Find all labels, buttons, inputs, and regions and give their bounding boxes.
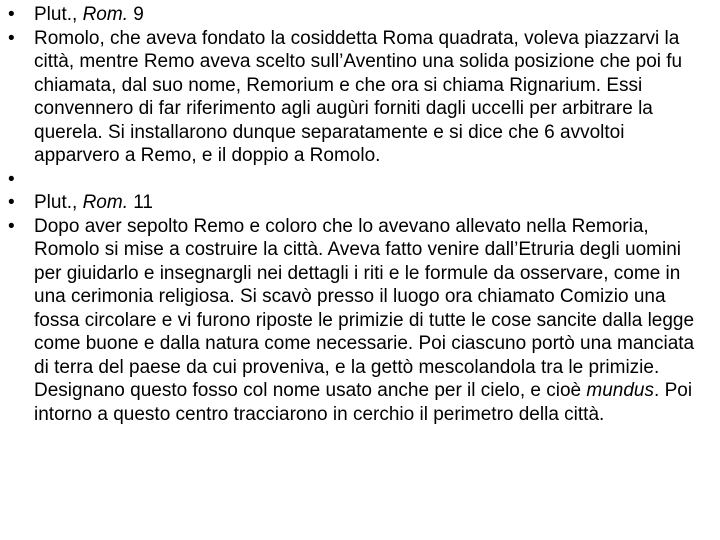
text-segment: Plut.,	[34, 4, 83, 25]
bullet-item	[8, 168, 710, 192]
bullet-dot-icon: •	[8, 192, 15, 213]
bullet-text	[34, 4, 144, 25]
italic-text-segment: Rom.	[82, 4, 128, 25]
bullet-list	[8, 3, 710, 426]
bullet-item	[8, 27, 710, 168]
bullet-dot-icon: •	[8, 168, 15, 190]
bullet-item	[8, 215, 710, 427]
bullet-dot-icon: •	[8, 4, 15, 25]
bullet-text	[34, 28, 682, 167]
text-segment: 11	[127, 192, 153, 213]
bullet-dot-icon: •	[8, 215, 15, 237]
text-segment: . Poi intorno a questo centro tracciarono in cerchio il perimetro della città.	[34, 380, 693, 425]
text-segment: 9	[127, 4, 144, 25]
bullet-text	[34, 192, 153, 213]
text-segment: Plut.,	[34, 192, 83, 213]
italic-text-segment: Rom.	[82, 192, 128, 213]
bullet-item	[8, 191, 710, 215]
bullet-item	[8, 3, 710, 27]
text-segment: Dopo aver sepolto Remo e coloro che lo avevano allevato nella Remoria, Romolo si mise a costruire la città. Aveva fatto venire dall’Etruria degli uomini per giuidarlo e insegnargli nei dettagli i riti e le formule da osservare, come in una cerimonia religiosa. Si scavò presso il luogo ora chiamato Comizio una fossa circolare e vi furono riposte le primizie di tutte le cose sancite dalla legge come buone e dalla natura come necessarie. Poi ciascuno portò una manciata di terra del paese da cui proveniva, e la gettò mescolandola tra le primizie. Designano questo fosso col nome usato anche per il cielo, e cioè	[34, 215, 695, 401]
bullet-text	[34, 216, 694, 425]
bullet-dot-icon: •	[8, 27, 15, 49]
italic-text-segment: mundus	[586, 380, 655, 401]
text-segment: Romolo, che aveva fondato la cosiddetta Roma quadrata, voleva piazzarvi la città, mentre Remo aveva scelto sull’Aventino una solida posizione che poi fu chiamata, dal suo nome, Remorium e che ora si chiama Rignarium. Essi convennero di far riferimento agli augùri forniti dagli uccelli per arbitrare la querela. Si installarono dunque separatamente e si dice che 6 avvoltoi apparvero a Remo, e il doppio a Romolo.	[34, 27, 683, 166]
